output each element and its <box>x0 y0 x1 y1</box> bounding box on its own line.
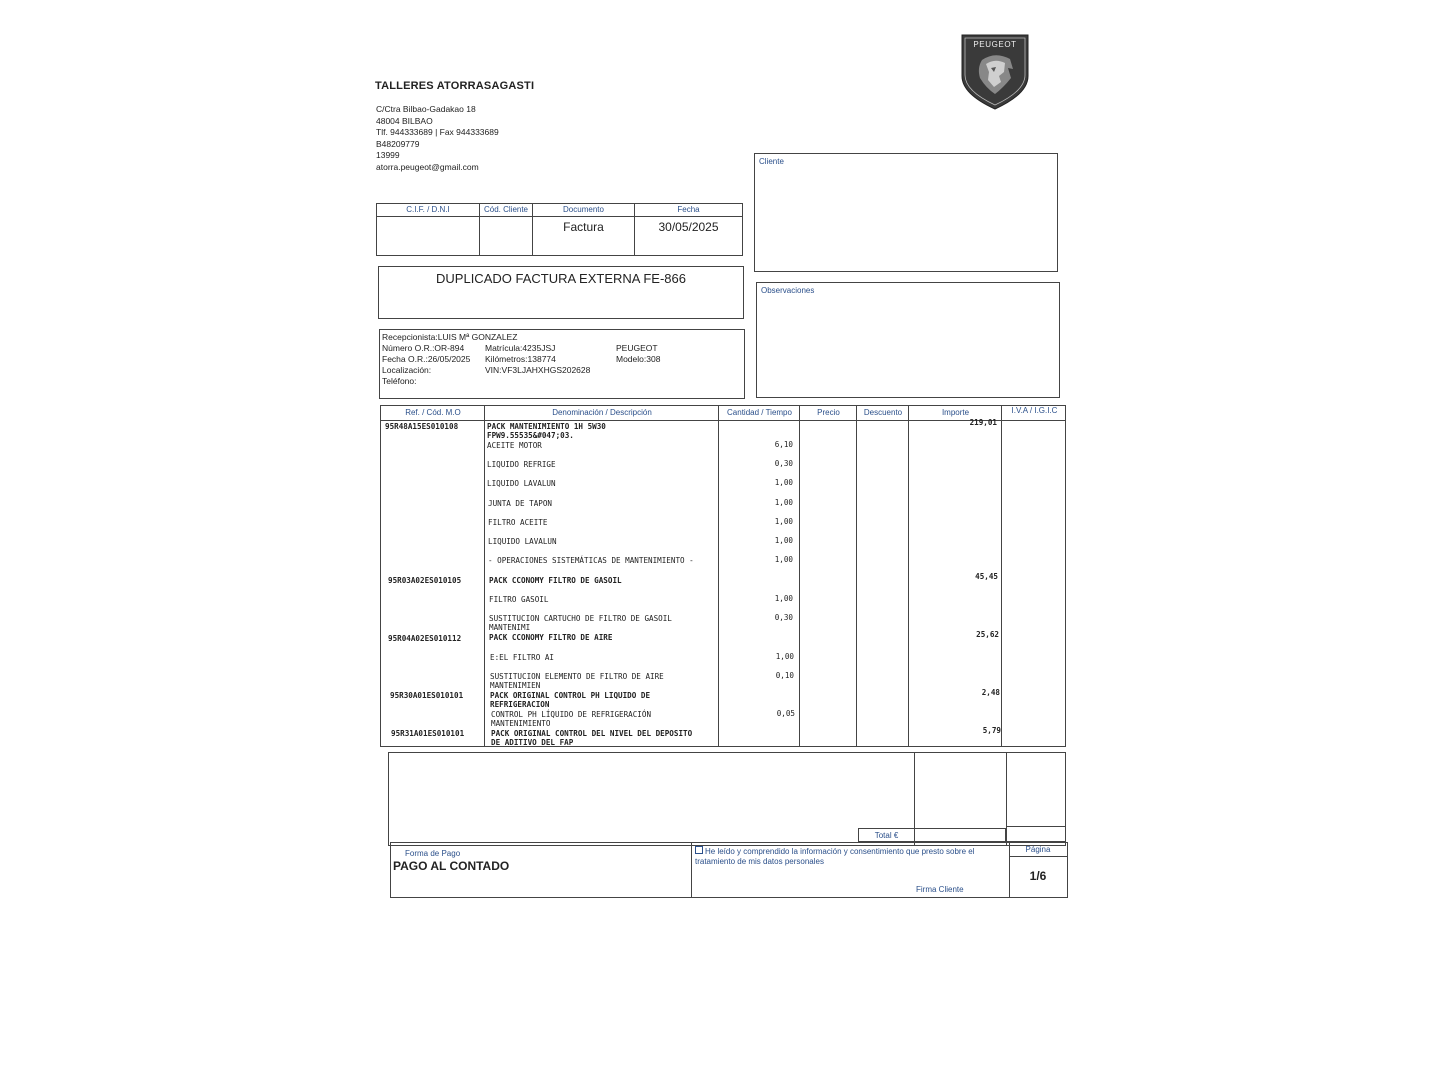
vin: VIN:VF3LJAHXHGS202628 <box>485 365 591 375</box>
order-date: Fecha O.R.:26/05/2025 <box>382 354 471 364</box>
line-desc: SUSTITUCION CARTUCHO DE FILTRO DE GASOIL <box>489 614 672 623</box>
order-number: Número O.R.:OR-894 <box>382 343 465 353</box>
line-desc: ACEITE MOTOR <box>487 441 542 450</box>
client-box <box>754 153 1058 272</box>
company-email: atorra.peugeot@gmail.com <box>376 161 479 172</box>
cif-label: C.I.F. / D.N.I <box>377 204 479 217</box>
line-desc-cont: DE ADITIVO DEL FAP <box>491 738 574 747</box>
page-label: Página <box>1009 843 1067 857</box>
line-desc: PACK ORIGINAL CONTROL PH LIQUIDO DE <box>490 691 651 700</box>
line-qty: 1,00 <box>774 555 793 564</box>
line-desc-cont: MANTENIMIEN <box>490 681 541 690</box>
peugeot-lion-shield-icon <box>958 32 1032 112</box>
line-amount: 219,01 <box>969 418 997 427</box>
line-ref: 95R30A01ES010101 <box>390 691 464 700</box>
brand: PEUGEOT <box>616 343 658 353</box>
document-value: Factura <box>563 220 604 234</box>
total-tax <box>1006 826 1066 842</box>
date-value: 30/05/2025 <box>658 220 719 234</box>
company-code: 13999 <box>376 150 400 161</box>
consent-label: He leído y comprendido la información y consentimiento que presto sobre el tratamiento de mis datos personales <box>695 847 975 866</box>
line-desc: LIQUIDO REFRIGE <box>487 460 556 469</box>
line-qty: 1,00 <box>774 498 793 507</box>
line-amount: 25,62 <box>976 630 999 639</box>
date-label: Fecha <box>635 204 742 217</box>
line-desc: PACK MANTENIMIENTO 1H 5W30 <box>487 422 606 431</box>
line-qty: 0,10 <box>775 671 794 680</box>
company-cif: B48209779 <box>376 138 420 149</box>
location: Localización: <box>382 365 432 375</box>
document-header-table <box>376 203 743 256</box>
line-ref: 95R48A15ES010108 <box>385 422 459 431</box>
company-details <box>376 104 499 174</box>
page-value: 1/6 <box>1029 869 1047 883</box>
line-desc: LIQUIDO LAVALUN <box>487 479 556 488</box>
line-desc: - OPERACIONES SISTEMÁTICAS DE MANTENIMIENTO - <box>488 556 694 565</box>
line-qty: 1,00 <box>774 478 793 487</box>
line-desc: PACK CCONOMY FILTRO DE AIRE <box>489 633 613 642</box>
line-ref: 95R04A02ES010112 <box>388 634 462 643</box>
payment-value: PAGO AL CONTADO <box>393 859 510 873</box>
line-qty: 0,30 <box>774 459 793 468</box>
client-code-label: Cód. Cliente <box>480 204 532 217</box>
line-desc: PACK ORIGINAL CONTROL DEL NIVEL DEL DEPOSITO <box>491 729 693 738</box>
footer-box <box>390 842 1068 898</box>
consent-checkbox[interactable] <box>695 846 703 854</box>
phone: Teléfono: <box>382 376 417 386</box>
model: Modelo:308 <box>616 354 661 364</box>
line-amount: 5,79 <box>982 726 1001 735</box>
col-qty <box>719 406 800 746</box>
footer-divider <box>691 843 692 897</box>
observations-box <box>756 282 1060 398</box>
line-qty: 1,00 <box>775 652 794 661</box>
receptionist: Recepcionista:LUIS Mª GONZALEZ <box>382 332 518 342</box>
observations-label: Observaciones <box>761 286 815 295</box>
line-desc-cont: MANTENIMI <box>489 623 531 632</box>
line-ref: 95R31A01ES010101 <box>391 729 465 738</box>
header-discount: Descuento <box>863 408 903 417</box>
invoice-title: DUPLICADO FACTURA EXTERNA FE-866 <box>436 271 686 286</box>
reception-info-box <box>379 329 745 399</box>
line-desc-cont: MANTENIMIENTO <box>491 719 551 728</box>
company-address: C/Ctra Bilbao-Gadakao 18 <box>376 104 476 114</box>
invoice-title-box <box>378 266 744 319</box>
col-discount <box>857 406 909 746</box>
company-city: 48004 BILBAO <box>376 115 433 126</box>
header-ref: Ref. / Cód. M.O <box>405 408 461 417</box>
client-code-cell <box>480 204 533 255</box>
date-cell <box>635 204 742 255</box>
line-qty: 1,00 <box>774 594 793 603</box>
line-ref: 95R03A02ES010105 <box>388 576 462 585</box>
line-desc: CONTROL PH LÍQUIDO DE REFRIGERACIÓN <box>491 710 652 719</box>
kilometers: Kilómetros:138774 <box>485 354 556 364</box>
line-desc: E:EL FILTRO AI <box>490 653 555 662</box>
line-desc-cont: REFRIGERACION <box>490 700 550 709</box>
header-tax: I.V.A / I.G.I.C <box>1011 406 1058 415</box>
line-desc-cont: FPW9.55535&#047;03. <box>487 431 574 440</box>
total-value <box>914 828 1006 842</box>
line-qty: 0,30 <box>774 613 793 622</box>
header-amount: Importe <box>941 408 970 417</box>
payment-label: Forma de Pago <box>405 849 461 858</box>
line-items-table <box>380 405 1066 747</box>
company-phone: Tlf. 944333689 | Fax 944333689 <box>376 127 499 138</box>
header-qty: Cantidad / Tiempo <box>727 408 792 417</box>
header-price: Precio <box>817 408 840 417</box>
consent-text <box>695 846 1007 867</box>
line-amount: 2,48 <box>981 688 1000 697</box>
line-desc: JUNTA DE TAPON <box>488 499 553 508</box>
signature-label: Firma Cliente <box>916 885 964 894</box>
col-price <box>800 406 857 746</box>
plate: Matrícula:4235JSJ <box>485 343 556 353</box>
line-desc: FILTRO GASOIL <box>489 595 549 604</box>
line-desc: LIQUIDO LAVALUN <box>488 537 557 546</box>
line-desc: PACK CCONOMY FILTRO DE GASOIL <box>489 576 622 585</box>
line-desc: FILTRO ACEITE <box>488 518 548 527</box>
logo-text: PEUGEOT <box>973 40 1017 49</box>
header-desc: Denominación / Descripción <box>552 408 652 417</box>
company-name: TALLERES ATORRASAGASTI <box>375 80 535 92</box>
client-label: Cliente <box>759 157 784 166</box>
total-label: Total € <box>858 828 915 842</box>
line-qty: 1,00 <box>774 517 793 526</box>
line-qty: 6,10 <box>774 440 793 449</box>
cif-cell <box>377 204 480 255</box>
line-qty: 0,05 <box>776 709 795 718</box>
line-amount: 45,45 <box>975 572 998 581</box>
document-cell <box>533 204 635 255</box>
line-desc: SUSTITUCION ELEMENTO DE FILTRO DE AIRE <box>490 672 664 681</box>
line-qty: 1,00 <box>774 536 793 545</box>
document-label: Documento <box>533 204 634 217</box>
